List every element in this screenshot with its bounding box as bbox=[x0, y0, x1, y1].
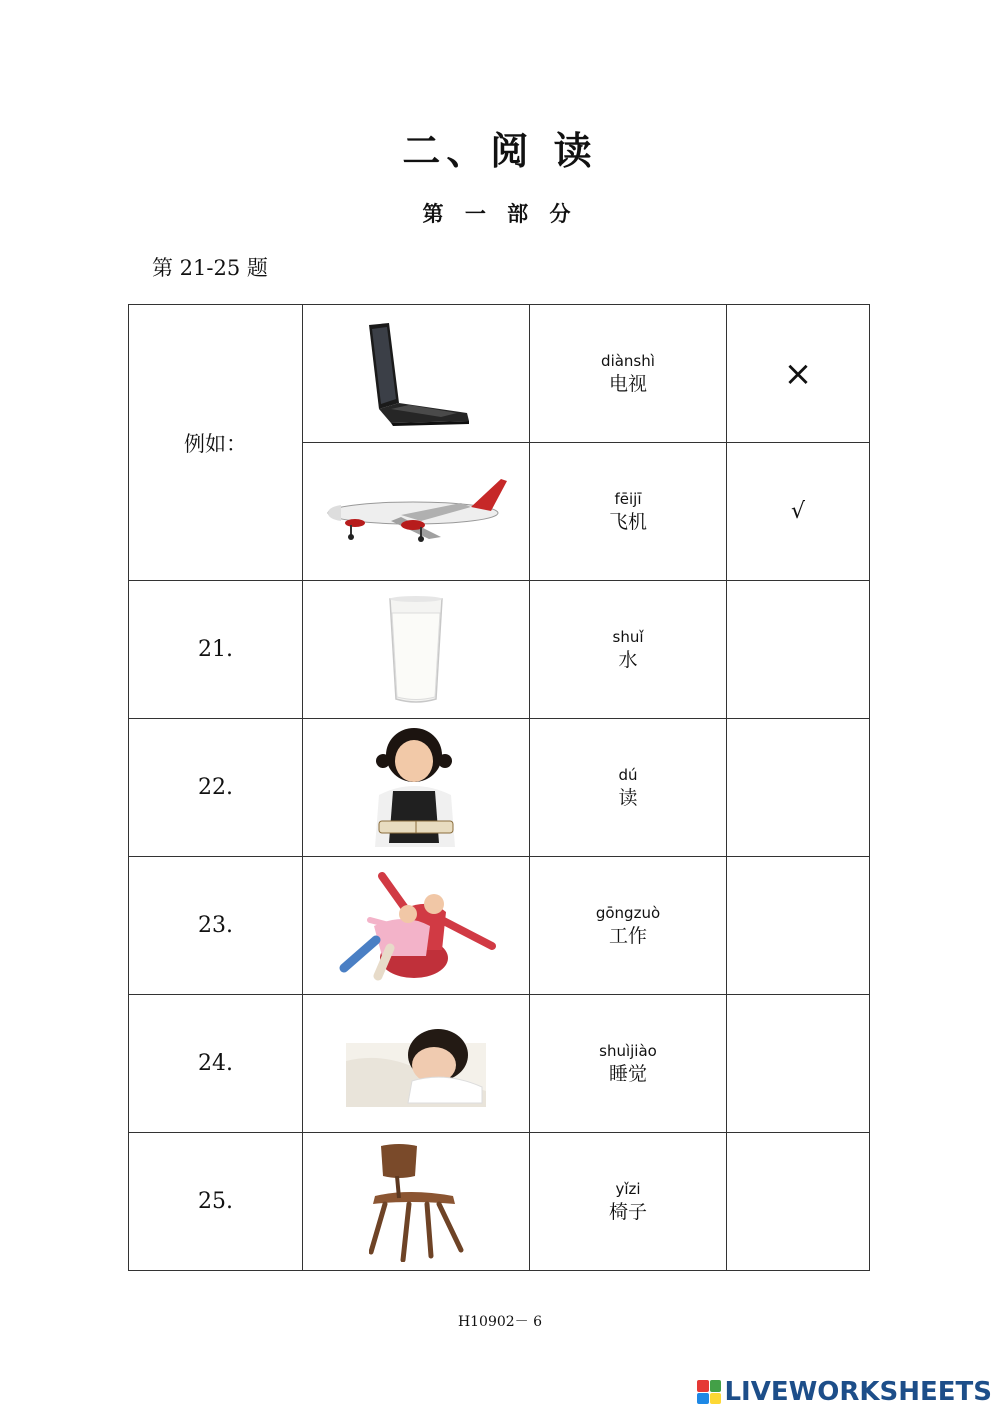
number-cell bbox=[129, 857, 303, 995]
section-title: 二、阅 读 bbox=[402, 128, 598, 173]
word-cell bbox=[530, 857, 727, 995]
answer-cell[interactable] bbox=[727, 995, 870, 1133]
chair-image bbox=[369, 1142, 464, 1262]
question-row-25 bbox=[129, 1133, 870, 1271]
question-number: 25. bbox=[198, 1189, 233, 1214]
woman-sleeping-image bbox=[346, 1021, 486, 1107]
pinyin-text: shuìjiào bbox=[599, 1041, 657, 1060]
question-row-24 bbox=[129, 995, 870, 1133]
image-cell bbox=[303, 443, 530, 581]
word-cell bbox=[530, 581, 727, 719]
image-cell bbox=[303, 857, 530, 995]
number-cell bbox=[129, 1133, 303, 1271]
question-number: 23. bbox=[198, 913, 233, 938]
answer-cell bbox=[727, 305, 870, 443]
answer-cell[interactable] bbox=[727, 581, 870, 719]
reading-table bbox=[128, 304, 870, 1271]
word-cell bbox=[530, 1133, 727, 1271]
number-cell bbox=[129, 719, 303, 857]
hanzi-text: 水 bbox=[618, 648, 638, 671]
hanzi-text: 睡觉 bbox=[608, 1062, 647, 1085]
wrong-mark: × bbox=[783, 353, 813, 394]
number-cell bbox=[129, 581, 303, 719]
glass-of-milk-image bbox=[386, 595, 446, 705]
image-cell bbox=[303, 305, 530, 443]
image-cell bbox=[303, 581, 530, 719]
pinyin-text: gōngzuò bbox=[595, 903, 661, 922]
brand-text: LIVEWORKSHEETS bbox=[724, 1377, 992, 1407]
answer-cell bbox=[727, 443, 870, 581]
example-row-1 bbox=[129, 305, 870, 443]
word-cell bbox=[530, 719, 727, 857]
hanzi-text: 读 bbox=[618, 786, 638, 809]
hanzi-text: 电视 bbox=[608, 372, 647, 395]
question-row-23 bbox=[129, 857, 870, 995]
word-cell bbox=[530, 305, 727, 443]
word-cell bbox=[530, 443, 727, 581]
girl-reading-image bbox=[359, 725, 474, 850]
answer-cell[interactable] bbox=[727, 719, 870, 857]
laptop-image bbox=[361, 321, 471, 426]
example-label: 例如： bbox=[184, 431, 247, 456]
question-number: 21. bbox=[198, 637, 233, 662]
answer-cell[interactable] bbox=[727, 857, 870, 995]
part-title: 第 一 部 分 bbox=[422, 201, 578, 226]
pinyin-text: diànshì bbox=[601, 351, 655, 370]
hanzi-text: 飞机 bbox=[608, 510, 647, 533]
answer-cell[interactable] bbox=[727, 1133, 870, 1271]
question-row-21 bbox=[129, 581, 870, 719]
example-label-cell bbox=[129, 305, 303, 581]
pinyin-text: dú bbox=[618, 765, 638, 784]
pinyin-text: shuǐ bbox=[612, 627, 644, 646]
image-cell bbox=[303, 1133, 530, 1271]
image-cell bbox=[303, 719, 530, 857]
liveworksheets-logo bbox=[697, 1377, 992, 1407]
question-number: 22. bbox=[198, 775, 233, 800]
question-row-22 bbox=[129, 719, 870, 857]
question-range: 第 21-25 题 bbox=[152, 256, 268, 280]
check-mark: √ bbox=[790, 499, 806, 524]
airplane-image bbox=[321, 477, 511, 547]
logo-icon bbox=[697, 1380, 721, 1404]
number-cell bbox=[129, 995, 303, 1133]
word-cell bbox=[530, 995, 727, 1133]
image-cell bbox=[303, 995, 530, 1133]
hanzi-text: 工作 bbox=[608, 924, 647, 947]
pinyin-text: yǐzi bbox=[615, 1179, 641, 1198]
snow-sledding-image bbox=[334, 868, 499, 983]
hanzi-text: 椅子 bbox=[608, 1200, 647, 1223]
question-number: 24. bbox=[198, 1051, 233, 1076]
pinyin-text: fēijī bbox=[614, 489, 642, 508]
page-code: H10902－ 6 bbox=[457, 1314, 543, 1330]
